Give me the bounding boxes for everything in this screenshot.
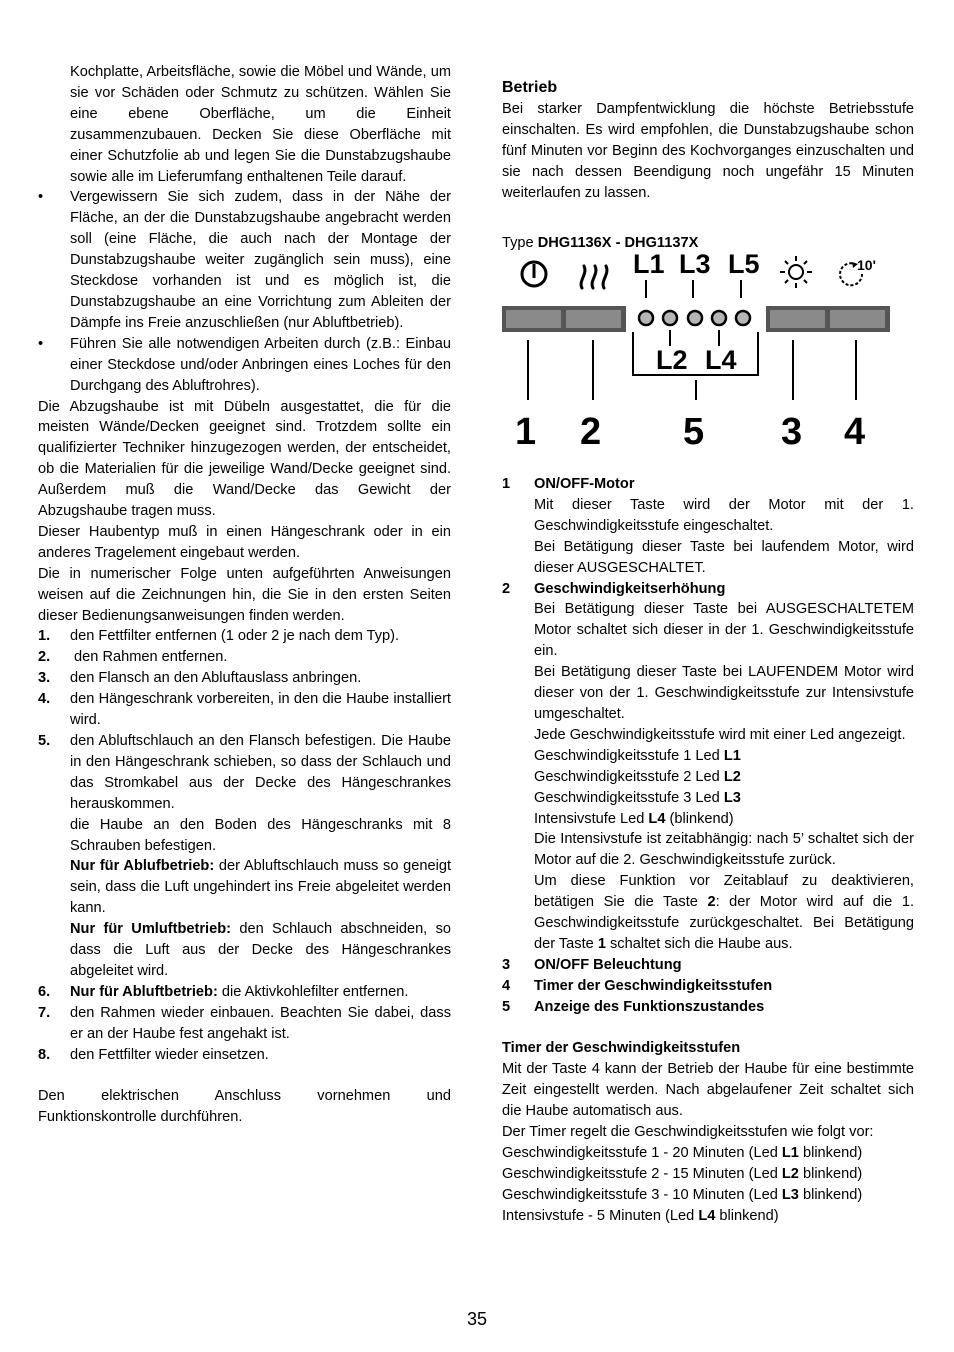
function-description: Die Intensivstufe ist zeitabhängig: nach 5’ schaltet sich der Motor auf die 2. Geschwindigkeitsstufe zurück.: [534, 831, 914, 869]
callout-number-3: 3: [781, 411, 803, 450]
led-bracket: [633, 332, 758, 375]
step-text: den Flansch an den Abluftauslass anbringen.: [70, 670, 362, 687]
function-description: Bei Betätigung dieser Taste bei laufendem Motor, wird dieser AUSGESCHALTET.: [534, 538, 914, 576]
step-number: 5.: [38, 733, 51, 749]
led-line-text: Geschwindigkeitsstufe 3 Led: [534, 789, 724, 806]
step-label: Nur für Umluftbetrieb:: [70, 921, 231, 938]
function-description: Bei Betätigung dieser Taste bei LAUFENDEM Motor wird dieser von der 1. Geschwindigkeitsstufe zur Intensivstufe umgeschaltet.: [534, 664, 914, 722]
led-line-text: Intensivstufe Led: [534, 810, 649, 827]
led-line-text: Geschwindigkeitsstufe 1 Led: [534, 747, 724, 764]
step-text: den Hängeschrank vorbereiten, in den die Haube installiert wird.: [70, 691, 451, 729]
led-label-l1: L1: [633, 249, 665, 279]
left-button-strip: [502, 306, 626, 332]
function-item: [502, 474, 914, 495]
step-text: den Rahmen wieder einbauen. Beachten Sie dabei, dass er an der Haube fest angehakt ist.: [70, 1004, 451, 1042]
function-title: Geschwindigkeitserhöhung: [534, 580, 726, 597]
bullet-item: [38, 334, 451, 397]
paragraph-instructions: Die in numerischer Folge unten aufgeführten Anweisungen weisen auf die Zeichnungen hin, die Sie in den ersten Seiten dieser Bedienungsanweisungen finden werden.: [38, 565, 451, 624]
closing-line: Den elektrischen Anschluss vornehmen und: [38, 1088, 451, 1105]
step-subparagraph: [38, 856, 451, 919]
function-title: Anzeige des Funktionszustandes: [534, 998, 765, 1015]
bullet-text: Führen Sie alle notwendigen Arbeiten durch (z.B.: Einbau einer Steckdose und/oder Anbringen eines Loches für den Durchgang des Abluftrohres).: [70, 335, 451, 394]
step-number: 4.: [38, 691, 51, 708]
key-number: 1: [597, 935, 606, 952]
right-column: [502, 77, 914, 254]
betrieb-paragraph: Bei starker Dampfentwicklung die höchste Betriebsstufe einschalten. Es wird empfohlen, die Dunstabzugshaube schon fünf Minuten vor Beginn des Kochvorganges einzuschalten und sie nach dessen Beendigung noch ungefähr 15 Minuten weiterlaufen zu lassen.: [502, 101, 914, 201]
function-number: 2: [502, 580, 511, 597]
led-indicators: [639, 311, 750, 325]
led-line-text: Geschwindigkeitsstufe 2 Led: [534, 768, 724, 785]
function-title: ON/OFF Beleuchtung: [534, 956, 682, 973]
function-item: [502, 579, 914, 600]
right-button-strip: [766, 306, 890, 332]
step-item: [38, 982, 451, 1003]
function-description: Bei Betätigung dieser Taste bei AUSGESCHALTETEM Motor schaltet sich dieser in der 1. Geschwindigkeitsstufe ein.: [534, 601, 914, 660]
bullet-text: Vergewissern Sie sich zudem, dass in der Nähe der Fläche, an der die Dunstabzugshaube angebracht werden soll (eine Fläche, die auch nach der Montage der Dunstabzugshaube weiter zugänglich sein muss), eine Steckdose vorhanden ist und es möglich ist, die Dunstabzugshaube an eine Vorrichtung zum Ableiten der Dämpfe ins Freie anzuschließen (nur Abluftbetrieb).: [70, 189, 451, 331]
timer-icon: [840, 257, 876, 285]
step-text: der Abluftschlauch muss so geneigt sein, dass die Luft ungehindert ins Freie abgeleitet werden kann.: [70, 858, 452, 917]
led-line: [502, 746, 914, 767]
led-code: L1: [723, 747, 741, 764]
bottom-led-ticks: [670, 330, 719, 346]
type-prefix: Type: [502, 235, 538, 252]
function-number: 4: [502, 977, 511, 994]
bullet-symbol: •: [38, 335, 44, 352]
led-code: L4: [698, 1207, 716, 1224]
function-number: 3: [502, 956, 511, 973]
led-line: [502, 788, 914, 809]
right-column-lower: [502, 474, 914, 1227]
step-number: 6.: [38, 983, 51, 1000]
function-description: Mit dieser Taste wird der Motor mit der 1. Geschwindigkeitsstufe eingeschaltet.: [534, 496, 914, 534]
step-text: den Abluftschlauch an den Flansch befestigen. Die Haube in den Hängeschrank schieben, so dass der Schlauch und das Stromkabel aus der Decke des Hängeschrankes herauskommen.: [70, 733, 451, 812]
step-text: den Rahmen entfernen.: [70, 649, 228, 666]
function-title: Timer der Geschwindigkeitsstufen: [534, 977, 773, 994]
led-code: L2: [723, 768, 741, 785]
step-text: den Fettfilter wieder einsetzen.: [70, 1046, 269, 1063]
paragraph-dowels: Die Abzugshaube ist mit Dübeln ausgestattet, die für die meisten Wände/Decken geeignet sind. Trotzdem sollte ein qualifizierter Techniker hinzugezogen werden, der entscheidet, ob die Materialien für die jeweilige Wand/Decke geeignet sind. Außerdem muß die Wand/Decke das Gewicht der Abzugshaube tragen muss.: [38, 398, 451, 520]
left-column: [38, 62, 451, 1128]
power-icon: [522, 262, 546, 286]
timer-line-text: Intensivstufe - 5 Minuten (Led: [502, 1207, 699, 1224]
step-subparagraph: [38, 919, 451, 982]
led-label-l2: L2: [656, 345, 688, 375]
timer-line: [502, 1143, 914, 1164]
timer-line-text: Geschwindigkeitsstufe 1 - 20 Minuten (Led: [502, 1144, 782, 1161]
timer-line: [502, 1164, 914, 1185]
closing-line: Funktionskontrolle durchführen.: [38, 1109, 243, 1126]
model-names: DHG1136X - DHG1137X: [537, 235, 699, 252]
bullet-item: [38, 187, 451, 333]
callout-number-4: 4: [844, 411, 866, 450]
step-number: 8.: [38, 1046, 51, 1063]
description-text: schaltet sich die Haube aus.: [605, 935, 793, 952]
timer-label: 10': [857, 257, 876, 273]
step-label: Nur für Abluftbetrieb:: [70, 983, 218, 1000]
timer-line-suffix: blinkend): [715, 1207, 779, 1224]
timer-line-text: Geschwindigkeitsstufe 3 - 10 Minuten (Led: [502, 1186, 782, 1203]
step-item: [38, 1003, 451, 1045]
callout-lines: [528, 340, 856, 400]
function-description: Jede Geschwindigkeitsstufe wird mit einer Led angezeigt.: [534, 726, 906, 743]
step-text: die Haube an den Boden des Hängeschranks mit 8 Schrauben befestigen.: [70, 816, 451, 854]
control-panel-diagram: [500, 248, 892, 450]
timer-line: [502, 1185, 914, 1206]
step-text: die Aktivkohlefilter entfernen.: [217, 983, 409, 1000]
step-number: 1.: [38, 628, 51, 645]
led-line: [502, 767, 914, 788]
timer-heading: Timer der Geschwindigkeitsstufen: [502, 1040, 741, 1057]
timer-line-suffix: blinkend): [798, 1186, 863, 1203]
timer-line-text: Geschwindigkeitsstufe 2 - 15 Minuten (Led: [502, 1165, 782, 1182]
function-item: [502, 997, 914, 1018]
led-code: L3: [781, 1186, 799, 1203]
led-label-l4: L4: [705, 345, 737, 375]
step-label: Nur für Ablufbetrieb:: [70, 858, 215, 875]
bullet-symbol: •: [38, 189, 44, 206]
fan-speed-icon: [581, 266, 607, 288]
key-number: 2: [707, 894, 716, 911]
step-text: den Schlauch abschneiden, so dass die Luft aus der Decke des Hängeschrankes abgeleitet wird.: [70, 921, 451, 979]
function-item: [502, 955, 914, 976]
led-line: [502, 809, 914, 830]
step-item: [38, 1045, 451, 1066]
function-description: [502, 871, 914, 955]
callout-number-1: 1: [515, 411, 537, 450]
led-label-l3: L3: [679, 249, 711, 279]
led-label-l5: L5: [728, 249, 760, 279]
led-line-suffix: (blinkend): [665, 810, 734, 827]
callout-number-5: 5: [683, 411, 705, 450]
section-heading-betrieb: Betrieb: [502, 79, 558, 96]
function-number: 5: [502, 998, 511, 1015]
top-label-ticks: [646, 280, 741, 298]
led-code: L4: [648, 810, 666, 827]
timer-line-suffix: blinkend): [798, 1144, 863, 1161]
timer-line: [502, 1206, 914, 1227]
intro-paragraph: Kochplatte, Arbeitsfläche, sowie die Möbel und Wände, um sie vor Schäden oder Schmutz zu schützen. Wählen Sie eine ebene Oberfläche, um die Einheit zusammenzubauen. Decken Sie diese Oberfläche mit einer Schutzfolie ab und legen Sie die Dunstabzugshaube sowie alle im Lieferumfang enthaltenen Teile darauf.: [70, 64, 451, 185]
step-item: [38, 689, 451, 731]
step-text: den Fettfilter entfernen (1 oder 2 je nach dem Typ).: [70, 628, 400, 645]
step-item: [38, 626, 451, 647]
timer-line-suffix: blinkend): [798, 1165, 863, 1182]
description-text: : der Motor wird auf die 1. Geschwindigkeitsstufe zurückgeschaltet. Bei Betätigung der Taste: [534, 894, 914, 952]
page-number: 35: [466, 1309, 488, 1329]
description-text: Um diese Funktion vor Zeitablauf zu deaktivieren, betätigen Sie die Taste: [534, 873, 914, 911]
step-number: 7.: [38, 1004, 51, 1021]
step-number: 3.: [38, 670, 51, 687]
timer-paragraph: Mit der Taste 4 kann der Betrieb der Haube für eine bestimmte Zeit eingestellt werden. Nach abgelaufener Zeit schaltet sich die Haube automatisch aus.: [502, 1061, 914, 1120]
callout-number-2: 2: [580, 411, 602, 450]
led-code: L2: [781, 1165, 799, 1182]
step-item: [38, 668, 451, 689]
step-item: [38, 647, 451, 668]
function-item: [502, 976, 914, 997]
step-number: 2.: [38, 649, 51, 666]
step-item: [38, 731, 451, 815]
led-code: L3: [723, 789, 741, 806]
led-code: L1: [781, 1144, 799, 1161]
step-subparagraph: [38, 815, 451, 857]
function-title: ON/OFF-Motor: [534, 476, 635, 492]
paragraph-hood-type: Dieser Haubentyp muß in einen Hängeschrank oder in ein anderes Tragelement eingebaut werden.: [38, 523, 451, 561]
timer-paragraph: Der Timer regelt die Geschwindigkeitsstufen wie folgt vor:: [502, 1124, 874, 1141]
light-icon: [780, 256, 812, 288]
function-number: 1: [502, 476, 511, 492]
